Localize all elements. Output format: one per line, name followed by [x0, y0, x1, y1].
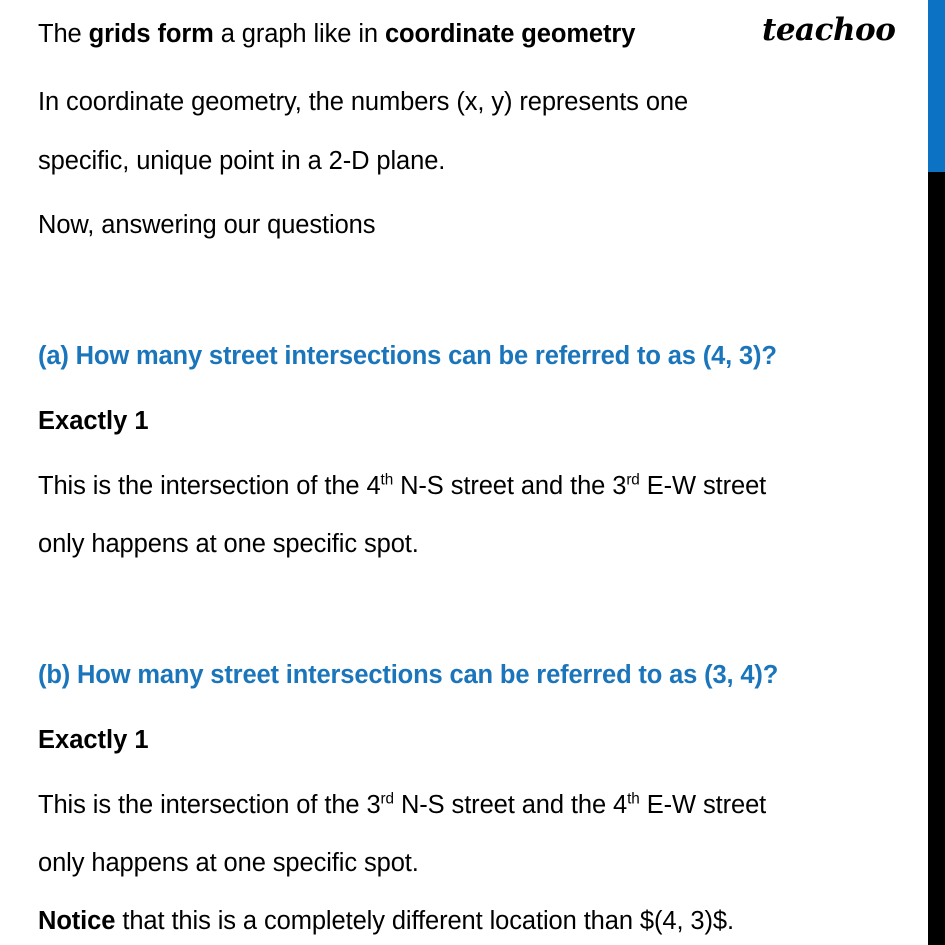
question-a-explanation-line-1	[38, 472, 766, 501]
question-b-explanation-line-1	[38, 791, 766, 820]
question-b-notice-line	[38, 907, 734, 936]
question-a-explanation-line-2: only happens at one specific spot.	[38, 530, 419, 558]
question-b-answer: Exactly 1	[38, 726, 149, 754]
intro-line-1-text-b: a graph like in	[213, 20, 385, 48]
question-b-explain-post: E-W street	[639, 791, 767, 819]
intro-line-1-bold-grids-form: grids form	[88, 20, 214, 48]
intro-line-4: Now, answering our questions	[38, 211, 376, 239]
question-b-explain-mid: N-S street and the 4	[393, 791, 628, 819]
intro-line-3: specific, unique point in a 2-D plane.	[38, 147, 446, 175]
notice-rest-text: that this is a completely different location than $(4, 3)$.	[115, 907, 734, 935]
intro-line-1	[38, 20, 635, 49]
question-b-explain-pre: This is the intersection of the 3	[38, 791, 381, 819]
question-a-explain-pre: This is the intersection of the 4	[38, 472, 381, 500]
question-a-ordinal-sup-2: rd	[626, 471, 640, 489]
question-b-explanation-line-2: only happens at one specific spot.	[38, 849, 419, 877]
notice-bold-label: Notice	[38, 907, 116, 935]
question-b-ordinal-sup-1: rd	[380, 790, 394, 808]
intro-line-2: In coordinate geometry, the numbers (x, y) represents one	[38, 88, 689, 116]
question-a-ordinal-sup-1: th	[380, 471, 394, 489]
right-edge-bar-black-segment	[928, 172, 945, 945]
question-a-heading: (a) How many street intersections can be referred to as (4, 3)?	[38, 342, 777, 370]
question-a-explain-mid: N-S street and the 3	[393, 472, 627, 500]
right-edge-bar	[928, 0, 945, 945]
question-b-heading: (b) How many street intersections can be referred to as (3, 4)?	[38, 661, 779, 689]
right-edge-bar-blue-segment	[928, 0, 945, 172]
question-b-ordinal-sup-2: th	[627, 790, 640, 808]
intro-line-1-text-a: The	[38, 20, 89, 48]
question-a-answer: Exactly 1	[38, 407, 149, 435]
intro-line-1-bold-coordinate-geometry: coordinate geometry	[384, 20, 636, 48]
teachoo-logo: teachoo	[762, 12, 896, 48]
question-a-explain-post: E-W street	[639, 472, 767, 500]
